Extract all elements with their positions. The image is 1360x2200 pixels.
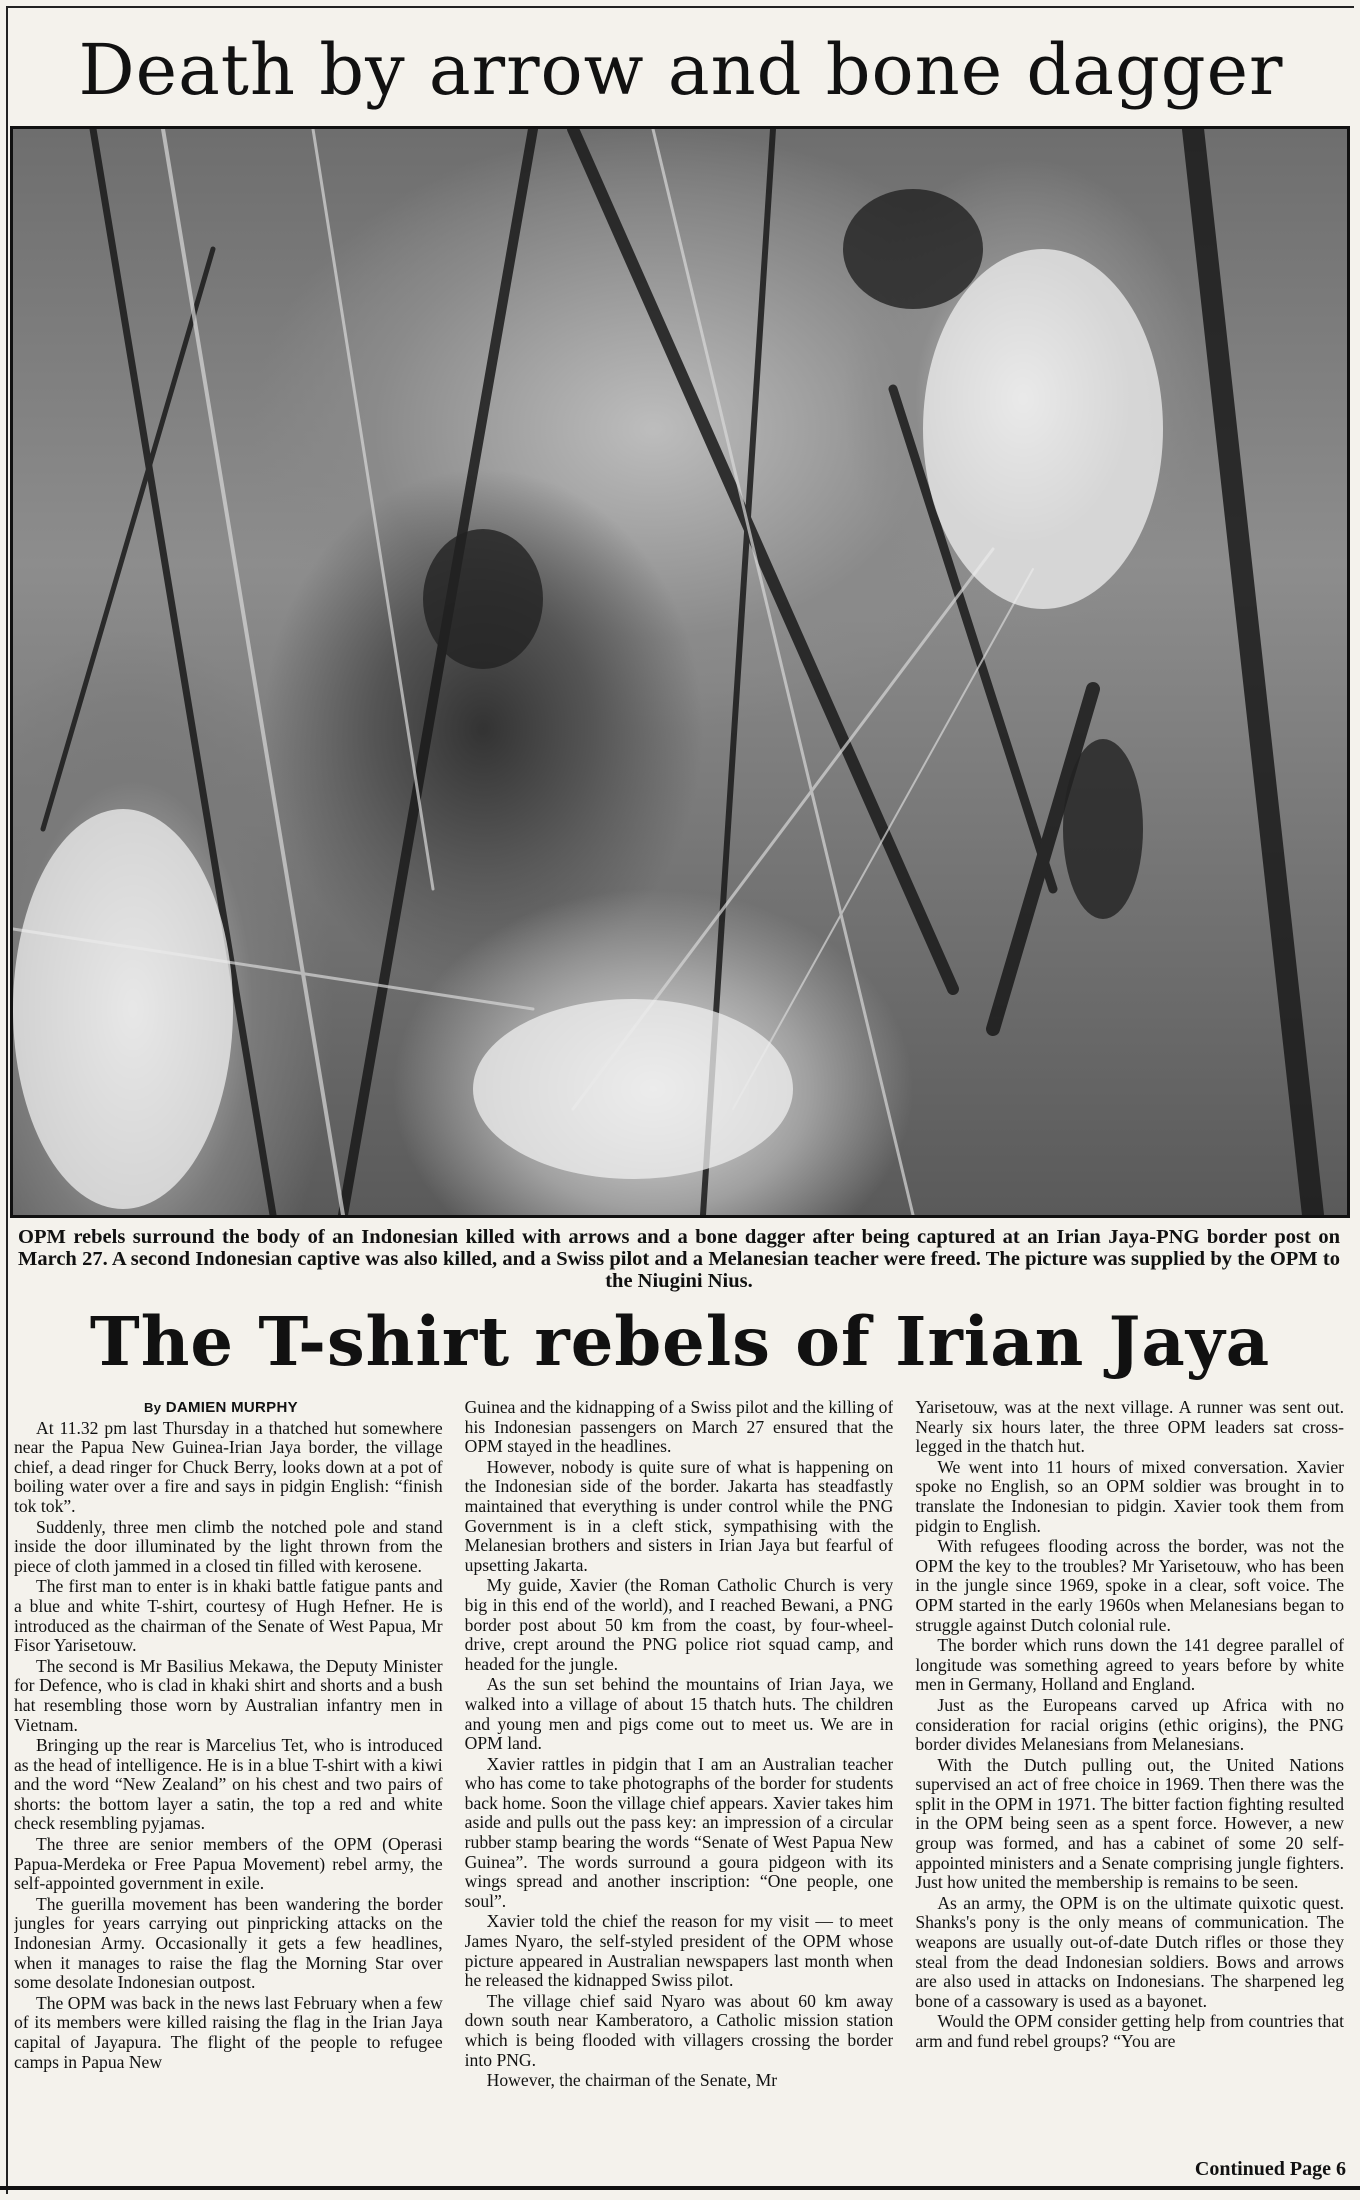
paragraph: With the Dutch pulling out, the United Nations supervised an act of free choice in 1969. Then there was the split in the OPM in 1971. The bitter faction fighting resulted in the OPM being seen as a spent force. However, a new group was formed, and has a cabinet of some 20 self-appointed ministers and a Senate comprising jungle fighters. Just how united the membership is remains to be seen. (915, 1754, 1345, 1893)
paragraph: My guide, Xavier (the Roman Catholic Church is very big in this end of the world), and I reached Bewani, a PNG border post about 50 km from the coast, by four-wheel-drive, crept around the PNG police riot squad camp, and headed for the jungle. (464, 1575, 894, 1674)
paragraph: The village chief said Nyaro was about 60 km away down south near Kamberatoro, a Catholic mission station which is being flooded with villagers crossing the border into PNG. (464, 1990, 894, 2070)
paragraph: However, nobody is quite sure of what is happening on the Indonesian side of the border. Jakarta has steadfastly maintained that everything is under control while the PNG Government is in a cleft stick, sympathising with the Melanesian brothers and sisters in Irian Jaya but fearful of upsetting Jakarta. (464, 1456, 894, 1575)
paragraph: The three are senior members of the OPM (Operasi Papua-Merdeka or Free Papua Movement) rebel army, the self-appointed government in exile. (14, 1834, 443, 1894)
paragraph: Yarisetouw, was at the next village. A runner was sent out. Nearly six hours later, the three OPM leaders sat cross-legged in the thatch hut. (915, 1398, 1345, 1457)
photo-caption: OPM rebels surround the body of an Indonesian killed with arrows and a bone dagger after being captured at an Irian Jaya-PNG border post on March 27. A second Indonesian captive was also killed, and a Swiss pilot and a Melanesian teacher were freed. The picture was supplied by the OPM to the Niugini Nius. (18, 1226, 1340, 1292)
paragraph: Would the OPM consider getting help from countries that arm and fund rebel groups? “You are (915, 2011, 1345, 2051)
paragraph: The first man to enter is in khaki battle fatigue pants and a blue and white T-shirt, courtesy of Hugh Hefner. He is introduced as the chairman of the Senate of West Papua, Mr Fisor Yarisetouw. (14, 1576, 443, 1656)
paragraph: The guerilla movement has been wandering the border jungles for years carrying out pinpricking attacks on the Indonesian Army. Occasionally it gets a few headlines, when it manages to raise the flag the Morning Star over some desolate Indonesian outpost. (14, 1893, 443, 1993)
paragraph: As an army, the OPM is on the ultimate quixotic quest. Shanks's pony is the only means of communication. The weapons are usually out-of-date Dutch rifles or those they steal from the dead Indonesian soldiers. Bows and arrows are also used in attacks on Indonesians. The sharpened leg bone of a cassowary is used as a bayonet. (915, 1892, 1345, 2011)
article-column-3 (915, 1398, 1344, 2150)
paragraph: The OPM was back in the news last February when a few of its members were killed raising the flag in the Irian Jaya capital of Jayapura. The flight of the people to refugee camps in Papua New (14, 1992, 443, 2072)
article-column-2 (465, 1398, 894, 2150)
paragraph: With refugees flooding across the border, was not the OPM the key to the troubles? Mr Yarisetouw, who has been in the jungle since 1969, spoke in a clear, soft voice. The OPM started in the early 1960s when Melanesians began to struggle against Dutch colonial rule. (915, 1536, 1345, 1635)
bottom-rule (0, 2186, 1360, 2190)
paragraph: Bringing up the rear is Marcelius Tet, who is introduced as the head of intelligence. He is in a blue T-shirt with a kiwi and the word “New Zealand” on his chest and two pairs of shorts: the bottom layer a satin, the top a red and white check resembling pyjamas. (14, 1735, 443, 1834)
paragraph: However, the chairman of the Senate, Mr (486, 2070, 778, 2091)
news-photo (10, 126, 1350, 1218)
continued-page-link[interactable]: Continued Page 6 (1194, 2158, 1346, 2180)
paragraph: Xavier told the chief the reason for my visit — to meet James Nyaro, the self-styled president of the OPM whose picture appeared in Australian newspapers last month when he released the kidnapped Swiss pilot. (464, 1911, 894, 1991)
top-headline: Death by arrow and bone dagger (78, 29, 1284, 111)
paragraph: The second is Mr Basilius Mekawa, the Deputy Minister for Defence, who is clad in khaki shirt and shorts and a bush hat resembling those worn by Australian infantry men in Vietnam. (14, 1655, 443, 1735)
paragraph: We went into 11 hours of mixed conversation. Xavier spoke no English, so an OPM soldier was brought in to translate the Indonesian to pidgin. Xavier took them from pidgin to English. (915, 1456, 1345, 1536)
paragraph: The border which runs down the 141 degree parallel of longitude was something agreed to years before by white men in Germany, Holland and England. (915, 1635, 1345, 1695)
main-headline: The T-shirt rebels of Irian Jaya (89, 1302, 1271, 1381)
article-body (14, 1398, 1344, 2150)
paragraph: Guinea and the kidnapping of a Swiss pilot and the killing of his Indonesian passengers on March 27 ensured that the OPM stayed in the headlines. (464, 1398, 894, 1457)
article-column-1 (14, 1398, 443, 2150)
photo-illustration (13, 129, 1347, 1215)
paragraph: Suddenly, three men climb the notched pole and stand inside the door illuminated by the light thrown from the piece of cloth jammed in a closed tin filled with kerosene. (14, 1516, 443, 1576)
paragraph: As the sun set behind the mountains of Irian Jaya, we walked into a village of about 15 thatch huts. The children and young men and pigs come out to meet us. We are in OPM land. (464, 1674, 894, 1754)
paragraph: Xavier rattles in pidgin that I am an Australian teacher who has come to take photographs of the border for students back home. Soon the village chief appears. Xavier takes him aside and pulls out the pass key: an impression of a circular rubber stamp bearing the words “Senate of West Papua New Guinea”. The words surround a goura pidgeon with its wings spread and another inscription: “One people, one soul”. (464, 1753, 894, 1911)
byline-prefix: By (144, 1400, 162, 1415)
paragraph: At 11.32 pm last Thursday in a thatched hut somewhere near the Papua New Guinea-Irian Jaya border, the village chief, a dead ringer for Chuck Berry, looks down at a pot of boiling water over a fire and says in pidgin English: “finish tok tok”. (14, 1417, 443, 1516)
byline-author: DAMIEN MURPHY (165, 1399, 298, 1416)
byline (14, 1398, 443, 1418)
paragraph: Just as the Europeans carved up Africa with no consideration for racial origins (ethic origins), the PNG border divides Melanesians from Melanesians. (915, 1694, 1345, 1755)
